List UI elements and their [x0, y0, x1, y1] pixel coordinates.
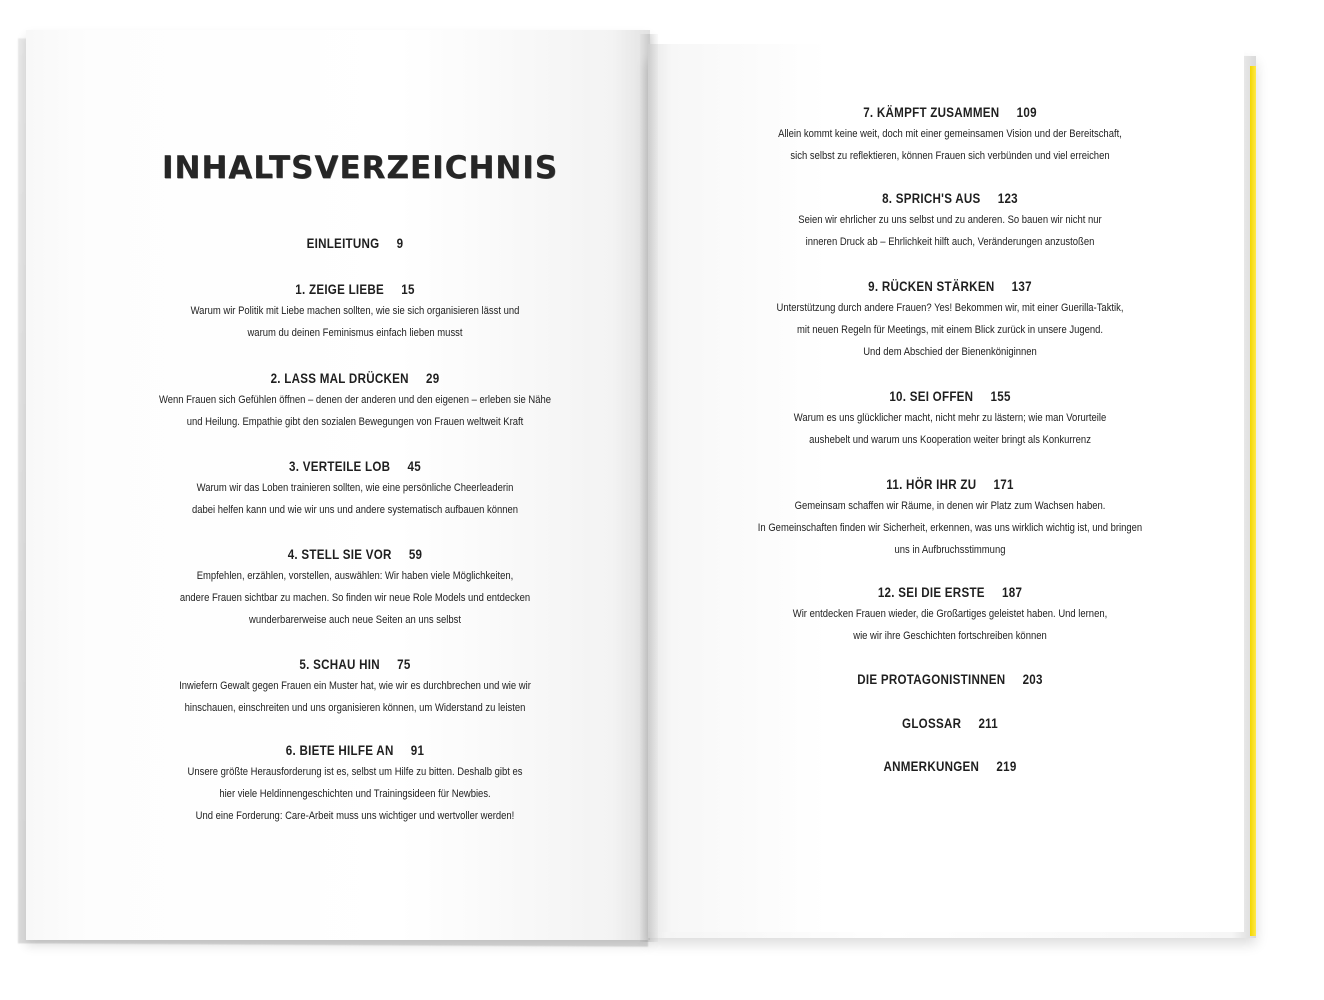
- chapter-description-line: Unsere größte Herausforderung ist es, selbst um Hilfe zu bitten. Deshalb gibt es: [187, 766, 523, 778]
- chapter-title: 1. ZEIGE LIEBE: [295, 282, 385, 297]
- yellow-cover-edge: [1250, 66, 1256, 936]
- page-number: 59: [408, 547, 423, 562]
- toc-entry-heading: [127, 741, 583, 761]
- toc-entry-heading: [735, 757, 1165, 777]
- chapter-title: 7. KÄMPFT ZUSAMMEN: [863, 105, 1000, 120]
- toc-entry: [700, 277, 1200, 363]
- chapter-description-line: Warum wir Politik mit Liebe machen sollten, wie sie sich organisieren lässt und: [190, 305, 520, 317]
- page-number: 187: [1002, 585, 1023, 600]
- toc-entry-heading: [127, 369, 583, 389]
- page-number: 75: [397, 657, 411, 672]
- chapter-description-line: Empfehlen, erzählen, vorstellen, auswählen: Wir haben viele Möglichkeiten,: [196, 570, 514, 582]
- toc-entry-heading: [127, 545, 583, 565]
- chapter-description-line: Warum es uns glücklicher macht, nicht mehr zu lästern; wie man Vorurteile: [793, 412, 1107, 424]
- chapter-description-line: Allein kommt keine weit, doch mit einer gemeinsamen Vision und der Bereitschaft,: [778, 128, 1122, 140]
- toc-entry-heading: [735, 583, 1165, 603]
- chapter-description-line: wunderbarerweise auch neue Seiten an uns selbst: [249, 614, 461, 626]
- toc-entry: [700, 757, 1200, 777]
- chapter-description-line: und Heilung. Empathie gibt den sozialen Bewegungen von Frauen weltweit Kraft: [186, 416, 524, 428]
- chapter-title: 6. BIETE HILFE AN: [285, 743, 394, 758]
- chapter-title: 11. HÖR IHR ZU: [886, 477, 977, 492]
- chapter-title: ANMERKUNGEN: [883, 759, 980, 774]
- toc-entry-heading: [735, 103, 1165, 123]
- toc-entry: [700, 475, 1200, 561]
- page-number: 123: [997, 191, 1018, 206]
- toc-entry: [700, 670, 1200, 690]
- toc-entry: [90, 545, 620, 631]
- page-title: INHALTSVERZEICHNIS: [161, 150, 559, 186]
- chapter-description-line: wie wir ihre Geschichten fortschreiben können: [853, 630, 1047, 642]
- page-number: 91: [410, 743, 425, 758]
- chapter-title: 8. SPRICH'S AUS: [882, 191, 981, 206]
- page-number: 29: [425, 371, 440, 386]
- page-number: 45: [407, 459, 421, 474]
- toc-entry: [90, 457, 620, 521]
- page-number: 15: [401, 282, 415, 297]
- toc-entry: [90, 280, 620, 344]
- toc-entry: [700, 583, 1200, 647]
- toc-entry: [700, 103, 1200, 167]
- page-number: 203: [1022, 672, 1043, 687]
- page-number: 137: [1011, 279, 1032, 294]
- page-number: 219: [996, 759, 1017, 774]
- chapter-description-line: In Gemeinschaften finden wir Sicherheit, erkennen, was uns wirklich wichtig ist, und bringen: [757, 522, 1143, 534]
- toc-entry: [90, 741, 620, 827]
- chapter-description-line: Seien wir ehrlicher zu uns selbst und zu anderen. So bauen wir nicht nur: [798, 214, 1102, 226]
- toc-entry-heading: [127, 234, 583, 254]
- chapter-description-line: inneren Druck ab – Ehrlichkeit hilft auch, Veränderungen anzustoßen: [805, 236, 1095, 248]
- chapter-title: 10. SEI OFFEN: [889, 389, 974, 404]
- chapter-description-line: Inwiefern Gewalt gegen Frauen ein Muster hat, wie wir es durchbrechen und wie wir: [179, 680, 531, 692]
- chapter-description-line: Wir entdecken Frauen wieder, die Großartiges geleistet haben. Und lernen,: [792, 608, 1108, 620]
- chapter-description-line: Und dem Abschied der Bienenköniginnen: [863, 346, 1037, 358]
- toc-entry-heading: [735, 387, 1165, 407]
- toc-entry: [700, 387, 1200, 451]
- toc-entry-heading: [735, 714, 1165, 734]
- chapter-title: 9. RÜCKEN STÄRKEN: [868, 279, 995, 294]
- chapter-description-line: Gemeinsam schaffen wir Räume, in denen wir Platz zum Wachsen haben.: [794, 500, 1106, 512]
- chapter-title: GLOSSAR: [902, 716, 962, 731]
- page-number: 211: [978, 716, 998, 731]
- chapter-title: 3. VERTEILE LOB: [289, 459, 391, 474]
- toc-entry: [90, 655, 620, 719]
- chapter-title: DIE PROTAGONISTINNEN: [857, 672, 1006, 687]
- chapter-description-line: aushebelt und warum uns Kooperation weiter bringt als Konkurrenz: [809, 434, 1091, 446]
- page-number: 9: [396, 236, 404, 251]
- toc-entry: [90, 234, 620, 254]
- chapter-description-line: hier viele Heldinnengeschichten und Trainingsideen für Newbies.: [219, 788, 491, 800]
- toc-entry-heading: [735, 670, 1165, 690]
- chapter-description-line: sich selbst zu reflektieren, können Frauen sich verbünden und viel erreichen: [790, 150, 1110, 162]
- chapter-title: 12. SEI DIE ERSTE: [877, 585, 985, 600]
- chapter-description-line: warum du deinen Feminismus einfach lieben musst: [247, 327, 463, 339]
- chapter-description-line: Und eine Forderung: Care-Arbeit muss uns wichtiger und wertvoller werden!: [195, 810, 515, 822]
- toc-entry-heading: [735, 277, 1165, 297]
- chapter-description-line: mit neuen Regeln für Meetings, mit einem Blick zurück in unsere Jugend.: [796, 324, 1104, 336]
- chapter-description-line: Wenn Frauen sich Gefühlen öffnen – denen der anderen und den eigenen – erleben sie Nähe: [158, 394, 551, 406]
- toc-entry-heading: [127, 457, 583, 477]
- toc-entry-heading: [735, 189, 1165, 209]
- chapter-title: 5. SCHAU HIN: [299, 657, 380, 672]
- chapter-title: EINLEITUNG: [306, 236, 380, 251]
- toc-entry-heading: [735, 475, 1165, 495]
- chapter-description-line: andere Frauen sichtbar zu machen. So finden wir neue Role Models und entdecken: [179, 592, 531, 604]
- chapter-title: 2. LASS MAL DRÜCKEN: [270, 371, 409, 386]
- page-number: 155: [990, 389, 1011, 404]
- page-number: 109: [1016, 105, 1037, 120]
- toc-entry: [700, 189, 1200, 253]
- toc-entry: [90, 369, 620, 433]
- chapter-description-line: Unterstützung durch andere Frauen? Yes! Bekommen wir, mit einer Guerilla-Taktik,: [776, 302, 1124, 314]
- page-number: 171: [993, 477, 1014, 492]
- chapter-description-line: hinschauen, einschreiten und uns organisieren können, um Widerstand zu leisten: [184, 702, 526, 714]
- toc-entry-heading: [127, 655, 583, 675]
- chapter-description-line: Warum wir das Loben trainieren sollten, wie eine persönliche Cheerleaderin: [196, 482, 514, 494]
- chapter-description-line: dabei helfen kann und wie wir uns und andere systematisch aufbauen können: [191, 504, 519, 516]
- toc-entry: [700, 714, 1200, 734]
- book-gutter: [640, 34, 658, 942]
- chapter-title: 4. STELL SIE VOR: [287, 547, 392, 562]
- toc-entry-heading: [127, 280, 583, 300]
- chapter-description-line: uns in Aufbruchsstimmung: [894, 544, 1006, 556]
